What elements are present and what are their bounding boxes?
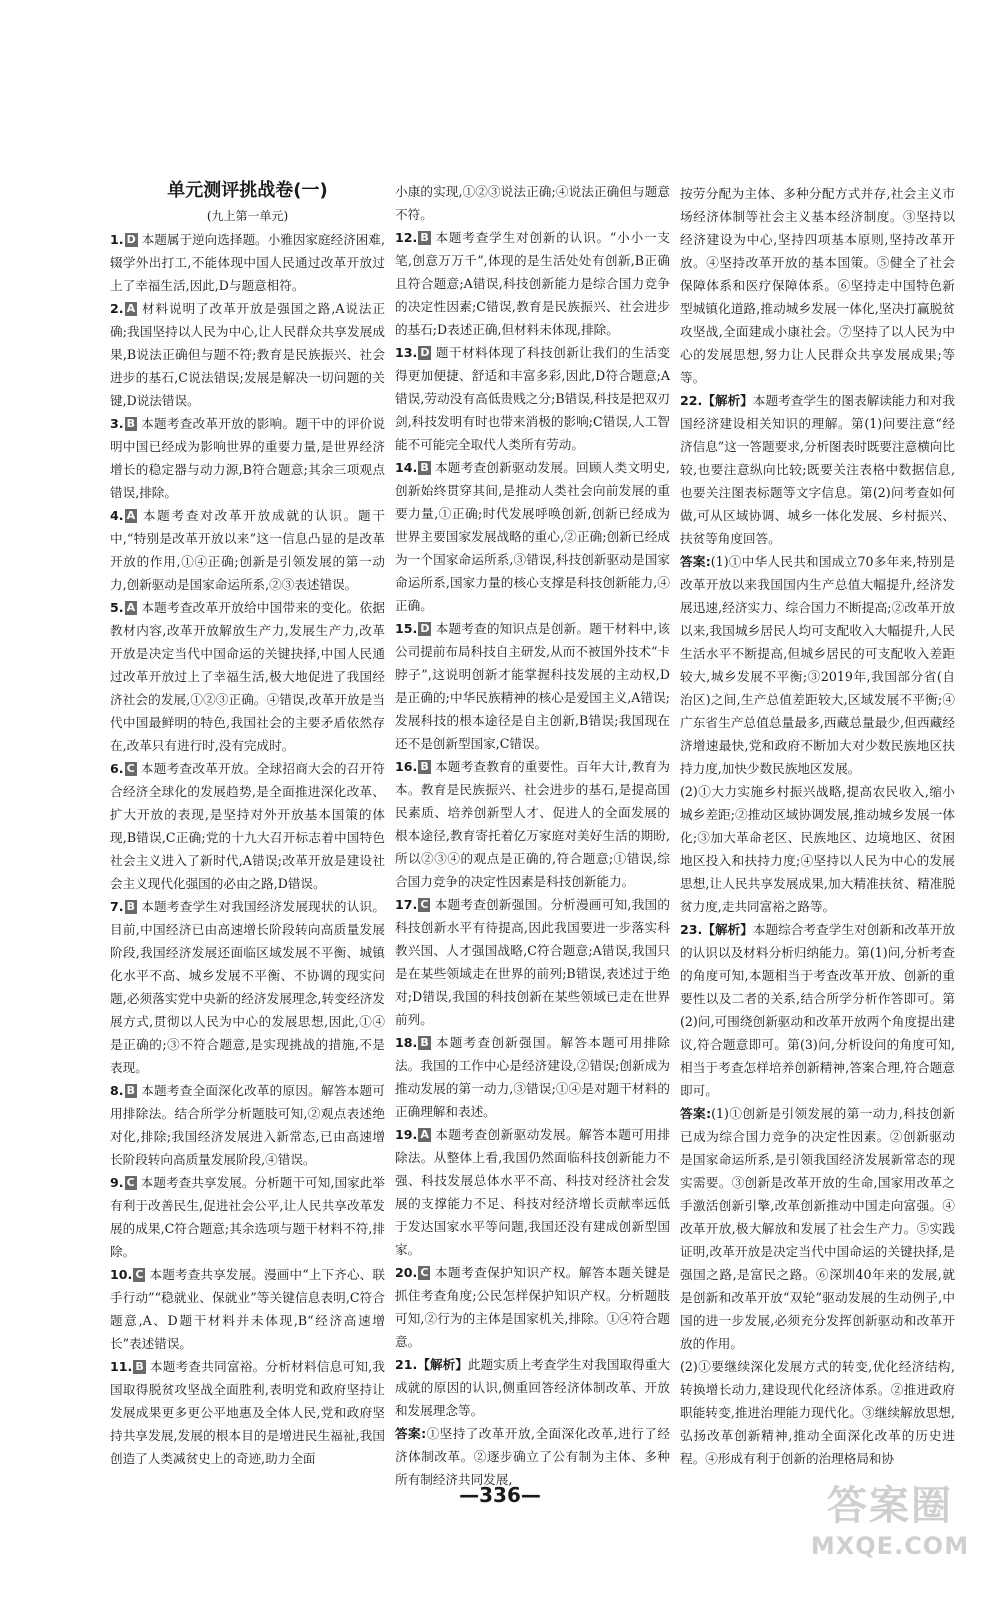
column-2: [395, 180, 670, 1491]
answer-item: [680, 389, 955, 550]
answer-item: [110, 1171, 385, 1263]
section-tag: 答案:: [680, 1106, 712, 1121]
answer-item: [110, 1263, 385, 1355]
answer-item: [395, 456, 670, 617]
answer-letter-badge: D: [420, 622, 430, 635]
page-number: —336—: [459, 1483, 541, 1507]
column-1: [110, 178, 385, 1470]
explanation-text: 本题考查学生对我国经济发展现状的认识。目前,中国经济已由高速增长阶段转向高质量发展阶段,我国经济发展还面临区域发展不平衡、城镇化水平不高、城乡发展不平衡、不协调的现实问题,必须落实党中央新的经济发展理念,转变经济发展方式,贯彻以人民为中心的发展思想,因此,①④是正确的;③不符合题意,是实现挑战的措施,不是表现。: [110, 899, 385, 1075]
answer-item: [110, 228, 385, 297]
explanation-text: 本题属于逆向选择题。小雅因家庭经济困难,辍学外出打工,不能体现中国人民通过改革开放过上了幸福生活,因此,D与题意相符。: [110, 232, 385, 293]
answer-letter-badge: C: [126, 762, 135, 775]
answer-letter-badge: A: [126, 302, 136, 315]
explanation-text: 小康的实现,①②③说法正确;④说法正确但与题意不符。: [395, 184, 670, 222]
column-2-items: [395, 180, 670, 1491]
explanation-text: 本题考查共享发展。漫画中“上下齐心、联手行动”“稳就业、保就业”等关键信息表明,C符合题意,A、D题干材料并未体现,B“经济高速增长”表述错误。: [110, 1267, 385, 1351]
section-tag: 答案:: [395, 1426, 427, 1441]
answer-letter-badge: D: [126, 233, 136, 246]
explanation-text: 本题考查改革开放给中国带来的变化。依据教材内容,改革开放解放生产力,发展生产力,改革开放是决定当代中国命运的关键抉择,中国人民通过改革开放过上了幸福生活,极大地促进了我国经济社会的发展,①②③正确。④错误,改革开放是当代中国最鲜明的特色,我国社会的主要矛盾依然存在,改革只有进行时,没有完成时。: [110, 600, 385, 753]
explanation-text: 本题考查改革开放的影响。题干中的评价说明中国已经成为影响世界的重要力量,是世界经济增长的稳定器与动力源,B符合题意;其余三项观点错误,排除。: [110, 416, 385, 500]
answer-letter-badge: A: [126, 601, 136, 614]
answer-letter-badge: B: [420, 760, 429, 773]
answer-letter-badge: D: [420, 346, 430, 359]
question-number: 10.: [110, 1267, 133, 1282]
explanation-text: (1)①创新是引领发展的第一动力,科技创新已成为综合国力竞争的决定性因素。②创新驱动是国家命运所系,是引领我国经济发展新常态的现实需要。③创新是改革开放的生命,国家用改革之手激活创新引擎,改革创新推动中国走向富强。④改革开放,极大解放和发展了社会生产力。⑤实践证明,改革开放是决定当代中国命运的关键抉择,是强国之路,是富民之路。⑥深圳40年来的发展,就是创新和改革开放“双轮”驱动发展的生动例子,中国的进一步发展,必须充分发挥创新驱动和改革开放的作用。: [680, 1106, 955, 1351]
explanation-text: 本题考查学生对创新的认识。“小小一支笔,创意万万千”,体现的是生活处处有创新,B正确且符合题意;A错误,科技创新能力是综合国力竞争的决定性因素;C错误,教育是民族振兴、社会进步的基石;D表述正确,但材料未体现,排除。: [395, 230, 670, 337]
page-subtitle: (九上第一单元): [206, 209, 289, 223]
answer-item: [395, 1422, 670, 1491]
explanation-text: ①坚持了改革开放,全面深化改革,进行了经济体制改革。②逐步确立了公有制为主体、多种所有制经济共同发展,: [395, 1426, 670, 1487]
explanation-text: 本题考查共享发展。分析题干可知,国家此举有利于改善民生,促进社会公平,让人民共享改革发展的成果,C符合题意;其余选项与题干材料不符,排除。: [110, 1175, 385, 1259]
explanation-text: 按劳分配为主体、多种分配方式并存,社会主义市场经济体制等社会主义基本经济制度。③坚持以经济建设为中心,坚持四项基本原则,坚持改革开放。④坚持改革开放的基本国策。⑤健全了社会保障体系和医疗保障体系。⑥坚持走中国特色新型城镇化道路,推动城乡发展一体化,坚决打赢脱贫攻坚战,全面建成小康社会。⑦坚持了以人民为中心的发展思想,努力让人民群众共享发展成果;等等。: [680, 186, 955, 385]
explanation-text: (2)①要继续深化发展方式的转变,优化经济结构,转换增长动力,建设现代化经济体系。②推进政府职能转变,推进治理能力现代化。③继续解放思想,弘扬改革创新精神,推动全面深化改革的历史进程。④形成有利于创新的治理格局和协: [680, 1359, 955, 1466]
answer-item: [680, 182, 955, 389]
answer-letter-badge: C: [126, 1176, 135, 1189]
explanation-text: 本题考查教育的重要性。百年大计,教育为本。教育是民族振兴、社会进步的基石,是提高国民素质、培养创新型人才、促进人的全面发展的根本途径,教育寄托着亿万家庭对美好生活的期盼,所以②③④的观点是正确的,符合题意;①错误,综合国力竞争的决定性因素是科技创新能力。: [395, 759, 670, 889]
answer-item: [395, 893, 670, 1031]
answer-letter-badge: A: [126, 509, 136, 522]
question-number: 8.: [110, 1083, 124, 1098]
column-1-items: [110, 228, 385, 1470]
question-number: 12.: [395, 230, 418, 245]
question-number: 22.: [680, 393, 703, 408]
answer-item: [110, 1079, 385, 1171]
question-number: 21.: [395, 1357, 418, 1372]
answer-item: [680, 918, 955, 1102]
answer-item: [395, 1031, 670, 1123]
explanation-text: 本题综合考查学生对创新和改革开放的认识以及材料分析归纳能力。第(1)问,分析考查的角度可知,本题相当于考查改革开放、创新的重要性以及二者的关系,结合所学分析作答即可。第(2)问,可围绕创新驱动和改革开放两个角度提出建议,符合题意即可。第(3)问,分析设问的角度可知,相当于考查怎样培养创新精神,答案合理,符合题意即可。: [680, 922, 956, 1098]
answer-item: [395, 1353, 670, 1422]
explanation-text: 本题考查创新强国。分析漫画可知,我国的科技创新水平有待提高,因此我国要进一步落实科教兴国、人才强国战略,C符合题意;A错误,我国只是在某些领域走在世界的前列;B错误,表述过于绝对;D错误,我国的科技创新在某些领域已走在世界前列。: [395, 897, 670, 1027]
answer-item: [110, 297, 385, 412]
answer-item: [395, 1261, 670, 1353]
answer-letter-badge: B: [126, 1084, 135, 1097]
column-3-items: [680, 182, 955, 1470]
explanation-text: 本题考查全面深化改革的原因。解答本题可用排除法。结合所学分析题肢可知,②观点表述绝对化,排除;我国经济发展进入新常态,已由高速增长阶段转向高质量发展阶段,④错误。: [110, 1083, 385, 1167]
question-number: 4.: [110, 508, 124, 523]
explanation-text: 本题考查的知识点是创新。题干材料中,该公司提前布局科技自主研发,从而不被国外技术“卡脖子”,这说明创新才能掌握科技发展的主动权,D是正确的;中华民族精神的核心是爱国主义,A错误;发展科技的根本途径是自主创新,B错误;我国现在还不是创新型国家,C错误。: [395, 621, 670, 751]
explanation-text: 本题考查共同富裕。分析材料信息可知,我国取得脱贫攻坚战全面胜利,表明党和政府坚持让发展成果更多更公平地惠及全体人民,党和政府坚持共享发展,发展的根本目的是增进民生福祉,我国创造了人类减贫史上的奇迹,助力全面: [110, 1359, 385, 1466]
answer-item: [395, 226, 670, 341]
question-number: 9.: [110, 1175, 124, 1190]
question-number: 20.: [395, 1265, 418, 1280]
question-number: 15.: [395, 621, 418, 636]
answer-item: [680, 550, 955, 780]
question-number: 17.: [395, 897, 418, 912]
question-number: 2.: [110, 301, 124, 316]
answer-item: [395, 341, 670, 456]
explanation-text: 此题实质上考查学生对我国取得重大成就的原因的认识,侧重回答经济体制改革、开放和发展理念等。: [395, 1357, 671, 1418]
answer-item: [680, 1355, 955, 1470]
question-number: 7.: [110, 899, 124, 914]
question-number: 18.: [395, 1035, 418, 1050]
question-number: 11.: [110, 1359, 133, 1374]
question-number: 16.: [395, 759, 418, 774]
answer-item: [110, 412, 385, 504]
explanation-text: (2)①大力实施乡村振兴战略,提高农民收入,缩小城乡差距;②推动区域协调发展,推动城乡发展一体化;③加大革命老区、民族地区、边境地区、贫困地区投入和扶持力度;④坚持以人民为中心的发展思想,让人民共享发展成果,加大精准扶贫、精准脱贫力度,走共同富裕之路等。: [680, 784, 955, 914]
section-tag: 【解析】: [417, 1357, 468, 1372]
answer-item: [110, 1355, 385, 1470]
explanation-text: 材料说明了改革开放是强国之路,A说法正确;我国坚持以人民为中心,让人民群众共享发展成果,B说法正确但与题不符;教育是民族振兴、社会进步的基石,C说法错误;发展是解决一切问题的关键,D说法错误。: [110, 301, 385, 408]
answer-item: [110, 504, 385, 596]
explanation-text: 本题考查对改革开放成就的认识。题干中,“特别是改革开放以来”这一信息凸显的是改革开放的作用,①④正确;创新是引领发展的第一动力,创新驱动是国家命运所系,②③表述错误。: [110, 508, 385, 592]
watermark-logo: 答案圈: [827, 1483, 953, 1529]
answer-letter-badge: B: [126, 900, 135, 913]
answer-item: [395, 755, 670, 893]
answer-letter-badge: C: [420, 1266, 429, 1279]
answer-letter-badge: B: [420, 461, 429, 474]
question-number: 3.: [110, 416, 124, 431]
answer-item: [395, 1123, 670, 1261]
question-number: 14.: [395, 460, 418, 475]
explanation-text: 本题考查改革开放。全球招商大会的召开符合经济全球化的发展趋势,是全面推进深化改革、扩大开放的表现,是坚持对外开放基本国策的体现,B错误,C正确;党的十九大召开标志着中国特色社会主义进入了新时代,A错误;改革开放是建设社会主义现代化强国的必由之路,D错误。: [110, 761, 385, 891]
explanation-text: 题干材料体现了科技创新让我们的生活变得更加便捷、舒适和丰富多彩,因此,D符合题意;A错误,劳动没有高低贵贱之分;B错误,科技是把双刃剑,科技发明有时也带来消极的影响;C错误,人工智能不可能完全取代人类所有劳动。: [395, 345, 670, 452]
section-tag: 答案:: [680, 554, 711, 569]
explanation-text: (1)①中华人民共和国成立70多年来,特别是改革开放以来我国国内生产总值大幅提升,经济发展迅速,经济实力、综合国力不断提高;②改革开放以来,我国城乡居民人均可支配收入大幅提升,人民生活水平不断提高,但城乡居民的可支配收入差距较大,城乡发展不平衡;③2019年,我国部分省(自治区)之间,生产总值差距较大,区域发展不平衡;④广东省生产总值总量最多,西藏总量最少,但西藏经济增速最快,党和政府不断加大对少数民族地区扶持力度,加快少数民族地区发展。: [680, 554, 955, 776]
page-title: 单元测评挑战卷(一): [167, 180, 328, 201]
answer-item: [110, 757, 385, 895]
question-number: 5.: [110, 600, 124, 615]
question-number: 1.: [110, 232, 124, 247]
question-number: 6.: [110, 761, 124, 776]
answer-item: [680, 1102, 955, 1355]
answer-item: [395, 180, 670, 226]
explanation-text: 本题考查创新驱动发展。解答本题可用排除法。从整体上看,我国仍然面临科技创新能力不强、科技发展总体水平不高、科技对经济社会发展的支撑能力不足、科技对经济增长贡献率远低于发达国家水平等问题,我国还没有建成创新型国家。: [395, 1127, 670, 1257]
answer-item: [395, 617, 670, 755]
explanation-text: 本题考查学生的图表解读能力和对我国经济建设相关知识的理解。第(1)问要注意“经济信息”这一答题要求,分析图表时既要注意横向比较,也要注意纵向比较;既要关注表格中数据信息,也要关注图表标题等文字信息。第(2)问考查如何做,可从区域协调、城乡一体化发展、乡村振兴、扶贫等角度回答。: [680, 393, 956, 546]
explanation-text: 本题考查保护知识产权。解答本题关键是抓住考查角度;公民怎样保护知识产权。分析题肢可知,②行为的主体是国家机关,排除。①④符合题意。: [395, 1265, 670, 1349]
answer-letter-badge: B: [420, 231, 429, 244]
answer-letter-badge: C: [135, 1268, 144, 1281]
question-number: 23.: [680, 922, 703, 937]
answer-letter-badge: B: [135, 1360, 144, 1373]
question-number: 19.: [395, 1127, 418, 1142]
answer-letter-badge: C: [420, 898, 429, 911]
watermark-url: MXQE.COM: [810, 1532, 970, 1560]
answer-letter-badge: B: [126, 417, 135, 430]
answer-item: [110, 895, 385, 1079]
answer-item: [680, 780, 955, 918]
section-tag: 【解析】: [702, 922, 753, 937]
watermark: [800, 1480, 980, 1580]
explanation-text: 本题考查创新驱动发展。回顾人类文明史,创新始终贯穿其间,是推动人类社会向前发展的重要力量,①正确;时代发展呼唤创新,创新已经成为世界主要国家发展战略的重心,②正确;创新已经成为一个国家命运所系,③错误,科技创新驱动是国家命运所系,国家力量的核心支撑是科技创新能力,④正确。: [395, 460, 670, 613]
section-tag: 【解析】: [702, 393, 753, 408]
explanation-text: 本题考查创新强国。解答本题可用排除法。我国的工作中心是经济建设,②错误;创新成为推动发展的第一动力,③错误;①④是对题干材料的正确理解和表述。: [395, 1035, 670, 1119]
answer-letter-badge: B: [420, 1036, 429, 1049]
question-number: 13.: [395, 345, 418, 360]
answer-item: [110, 596, 385, 757]
column-3: [680, 182, 955, 1470]
answer-letter-badge: A: [420, 1128, 429, 1141]
